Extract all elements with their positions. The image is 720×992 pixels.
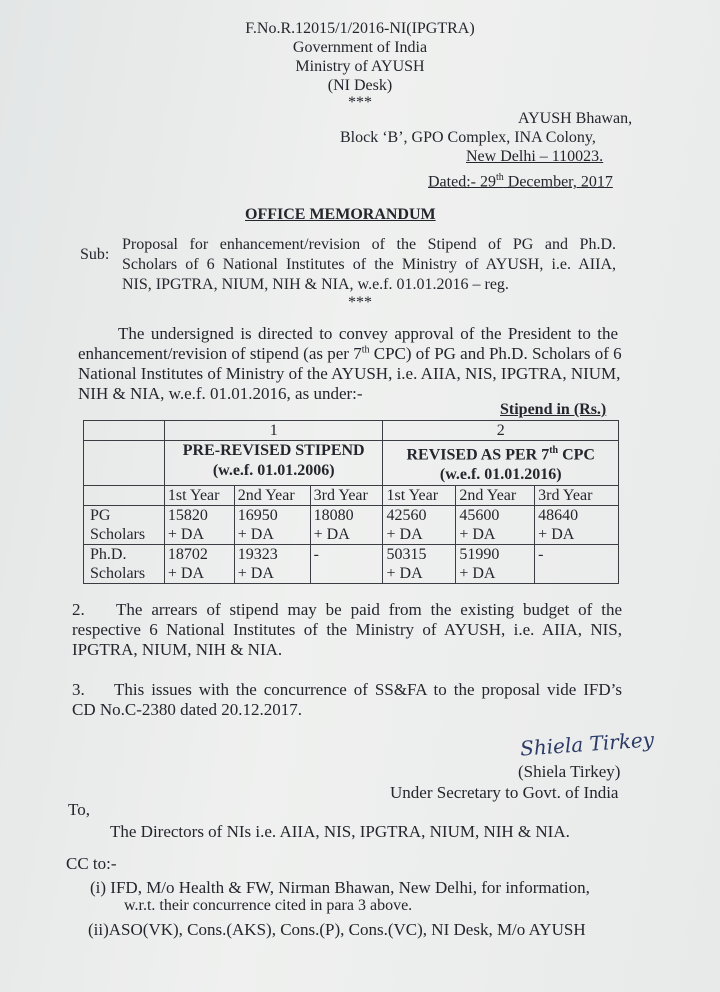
- row-label-2: Scholars: [90, 565, 146, 583]
- table-cell: [310, 545, 383, 584]
- cell-value: 19323: [237, 546, 278, 564]
- table-cell: [234, 545, 310, 584]
- to-label: To,: [68, 800, 90, 819]
- subject-line-3: NIS, IPGTRA, NIUM, NIH & NIA, w.e.f. 01.01.2016 – reg.: [122, 276, 509, 293]
- table-group-2: [383, 441, 619, 486]
- cc-item-1: (i) IFD, M/o Health & FW, Nirman Bhawan, New Delhi, for information,: [90, 878, 590, 897]
- subject-line-2: Scholars of 6 National Institutes of the Ministry of AYUSH, i.e. AIIA,: [122, 256, 616, 273]
- group2-post: CPC: [558, 446, 595, 464]
- signatory-designation: Under Secretary to Govt. of India: [390, 783, 619, 802]
- group1-title: PRE-REVISED STIPEND: [182, 442, 365, 459]
- table-cell: [84, 421, 165, 441]
- year-header: 1st Year: [383, 486, 456, 506]
- row-label-1: Ph.D.: [90, 546, 127, 564]
- signatory-name: (Shiela Tirkey): [518, 762, 621, 781]
- table-cell: [164, 506, 234, 545]
- cc-item-2: (ii)ASO(VK), Cons.(AKS), Cons.(P), Cons.(VC), NI Desk, M/o AYUSH: [88, 920, 586, 939]
- table-group-1: [164, 441, 383, 486]
- para1-sup: th: [361, 344, 370, 356]
- stipend-unit: Stipend in (Rs.): [500, 401, 607, 418]
- cc-item-1-cont: w.r.t. their concurrence cited in para 3 above.: [124, 897, 413, 914]
- table-colnum-1: 1: [164, 421, 383, 441]
- row-label-2: Scholars: [90, 526, 146, 544]
- para2-line-2: respective 6 National Institutes of the Ministry of AYUSH, i.e. AIIA, NIS,: [72, 620, 622, 639]
- table-cell: [456, 545, 535, 584]
- para2-number: 2.: [72, 600, 85, 619]
- stipend-table: [83, 420, 619, 584]
- year-header: 3rd Year: [310, 486, 383, 506]
- year-header: 1st Year: [164, 486, 234, 506]
- para1-line-2: [78, 344, 622, 364]
- cell-value: 51990: [459, 546, 500, 564]
- table-cell: [535, 506, 619, 545]
- para1-line-4: NIH & NIA, w.e.f. 01.01.2016, as under:-: [78, 384, 363, 403]
- cell-suffix: + DA: [459, 565, 496, 583]
- table-cell: [164, 545, 234, 584]
- table-row-pg: [84, 506, 619, 545]
- para1-line-3: National Institutes of Ministry of the AYUSH, i.e. AIIA, NIS, IPGTRA, NIUM,: [78, 364, 621, 383]
- table-row-years: [84, 486, 619, 506]
- year-header: 3rd Year: [535, 486, 619, 506]
- address-line-1: AYUSH Bhawan,: [518, 110, 633, 127]
- group2-pre: REVISED AS PER 7: [406, 446, 550, 464]
- cell-value: -: [538, 546, 544, 564]
- para2-line-3: IPGTRA, NIUM, NIH & NIA.: [72, 640, 283, 659]
- cell-value: 18702: [167, 546, 208, 564]
- desk-line: (NI Desk): [327, 77, 393, 94]
- cell-suffix: + DA: [386, 565, 423, 583]
- group1-date: (w.e.f. 01.01.2006): [212, 462, 335, 479]
- memo-title: OFFICE MEMORANDUM: [245, 206, 436, 223]
- cell-suffix: + DA: [167, 526, 205, 544]
- year-header: 2nd Year: [456, 486, 535, 506]
- table-cell: [84, 441, 165, 486]
- dated-rest: December, 2017: [503, 173, 613, 191]
- cell-suffix: + DA: [237, 565, 274, 583]
- table-cell: [234, 506, 310, 545]
- table-row-groups: [84, 441, 619, 486]
- handwritten-signature: Shiela Tirkey: [519, 727, 655, 761]
- table-cell: [535, 545, 619, 584]
- ministry-line: Ministry of AYUSH: [295, 58, 425, 75]
- table-cell: [310, 506, 383, 545]
- cell-value: 42560: [386, 507, 427, 525]
- table-row-phd: [84, 545, 619, 584]
- cell-suffix: + DA: [386, 526, 423, 544]
- para1-line-2a: enhancement/revision of stipend (as per 7: [78, 344, 362, 363]
- table-cell: [383, 545, 456, 584]
- para2-line-1: The arrears of stipend may be paid from the existing budget of the: [116, 600, 622, 619]
- dated-prefix: Dated:-: [428, 173, 480, 191]
- para3-line-1: This issues with the concurrence of SS&FA to the proposal vide IFD’s: [114, 680, 622, 699]
- cell-value: 16950: [237, 507, 278, 525]
- para3-line-2: CD No.C-2380 dated 20.12.2017.: [72, 700, 302, 719]
- year-header: 2nd Year: [234, 486, 310, 506]
- table-cell: [84, 486, 165, 506]
- table-colnum-2: 2: [383, 421, 619, 441]
- group2-date: (w.e.f. 01.01.2016): [439, 466, 562, 484]
- subject-line-1: Proposal for enhancement/revision of the Stipend of PG and Ph.D.: [122, 236, 616, 253]
- group2-sup: th: [549, 445, 559, 456]
- cell-suffix: + DA: [237, 526, 274, 544]
- address-line-2: Block ‘B’, GPO Complex, INA Colony,: [340, 129, 596, 146]
- dated-day: 29: [479, 173, 496, 191]
- para1-line-2b: CPC) of PG and Ph.D. Scholars of 6: [373, 344, 622, 363]
- group2-title: [386, 441, 615, 465]
- header-stars: ***: [348, 94, 372, 111]
- cell-suffix: + DA: [167, 565, 205, 583]
- dated-line: [428, 172, 613, 191]
- para1-line-1: The undersigned is directed to convey approval of the President to the: [118, 324, 618, 343]
- subject-stars: ***: [348, 294, 372, 311]
- to-line: The Directors of NIs i.e. AIIA, NIS, IPGTRA, NIUM, NIH & NIA.: [110, 822, 570, 841]
- cell-value: -: [313, 546, 319, 564]
- subject-label: Sub:: [80, 246, 110, 263]
- cell-value: 18080: [313, 507, 354, 525]
- table-row-colnums: [84, 421, 619, 441]
- cell-suffix: + DA: [313, 526, 350, 544]
- address-line-3: New Delhi – 110023.: [466, 148, 604, 165]
- cell-value: 45600: [459, 507, 500, 525]
- cell-suffix: + DA: [538, 526, 575, 544]
- row-label-1: PG: [90, 507, 111, 525]
- government-line: Government of India: [292, 39, 428, 56]
- cell-value: 48640: [538, 507, 579, 525]
- cell-value: 15820: [167, 507, 208, 525]
- table-cell: [456, 506, 535, 545]
- row-label: [84, 545, 165, 584]
- para3-number: 3.: [72, 680, 85, 699]
- cell-suffix: + DA: [459, 526, 496, 544]
- file-number: F.No.R.12015/1/2016-NI(IPGTRA): [245, 20, 475, 37]
- cell-value: 50315: [386, 546, 427, 564]
- dated-day-sup: th: [495, 172, 504, 183]
- table-cell: [383, 506, 456, 545]
- row-label: [84, 506, 165, 545]
- cc-label: CC to:-: [66, 854, 117, 873]
